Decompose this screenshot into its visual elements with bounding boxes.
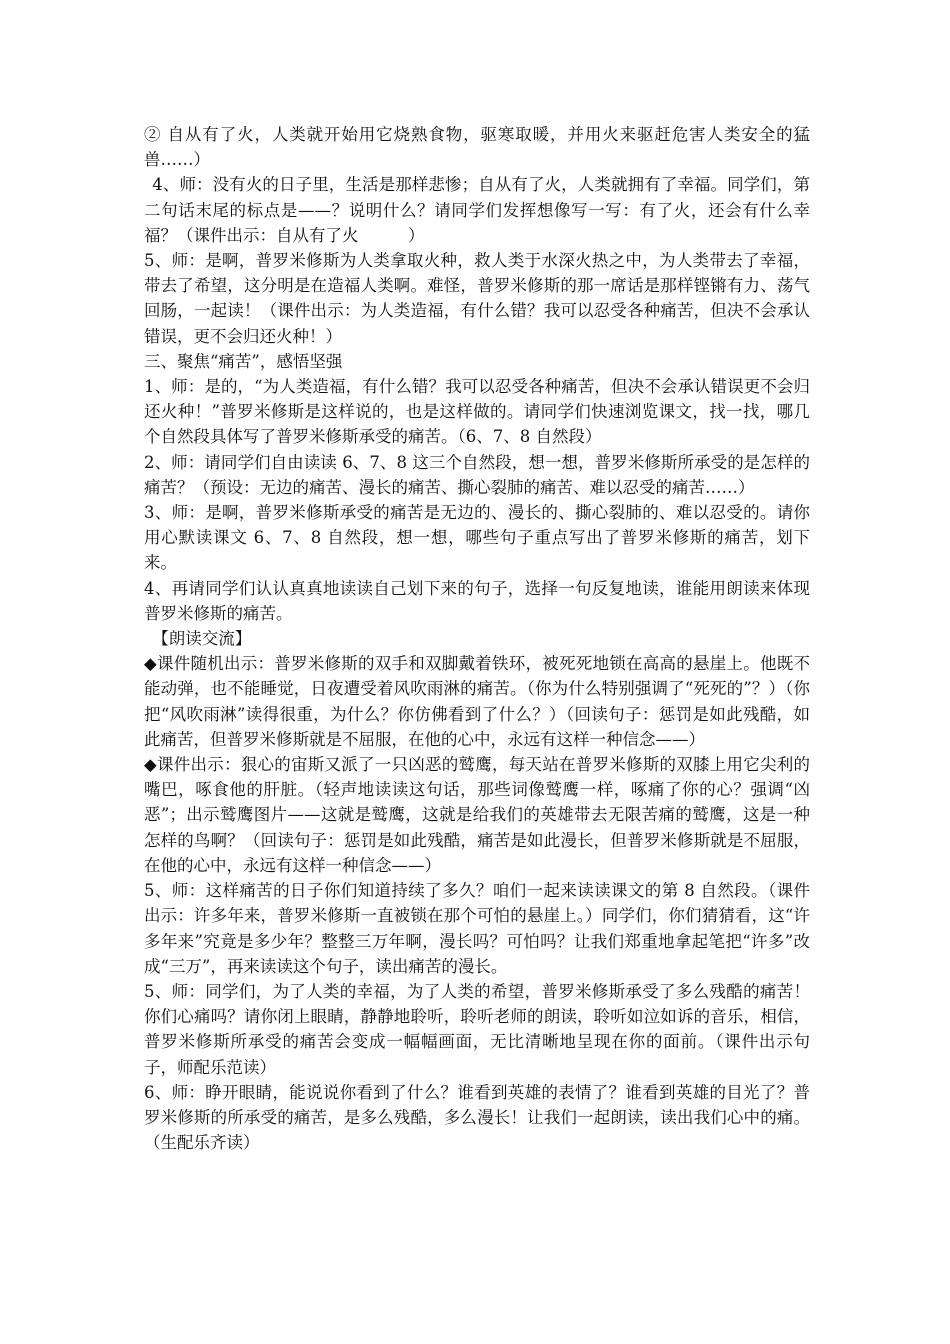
paragraph-6: 2、师：请同学们自由读读 6、7、8 这三个自然段，想一想，普罗米修斯所承受的是怎样的痛苦？（预设：无边的痛苦、漫长的痛苦、撕心裂肺的痛苦、难以忍受的痛苦……） <box>144 452 810 497</box>
paragraph-1: ② 自从有了火，人类就开始用它烧熟食物，驱寒取暖，并用火来驱赶危害人类安全的猛兽……） <box>144 125 810 170</box>
paragraph-8: 4、再请同学们认认真真地读读自己划下来的句子，选择一句反复地读，谁能用朗读来体现普罗米修斯的痛苦。 <box>144 578 810 623</box>
paragraph-14: 6、师：睁开眼睛，能说说你看到了什么？谁看到英雄的表情了？谁看到英雄的目光了？普罗米修斯的所承受的痛苦，是多么残酷，多么漫长！让我们一起朗读，读出我们心中的痛。（生配乐齐读） <box>144 1082 810 1153</box>
reading-exchange-heading: 【朗读交流】 <box>152 629 252 649</box>
paragraph-10: ◆课件随机出示：普罗米修斯的双手和双脚戴着铁环，被死死地锁在高高的悬崖上。他既不能动弹，也不能睡觉，日夜遭受着风吹雨淋的痛苦。（你为什么特别强调了“死死的”？）（你把“风吹雨淋”读得很重，为什么？你仿佛看到了什么？）（回读句子：惩罚是如此残酷，如此痛苦，但普罗米修斯就是不屈服，在他的心中，永远有这样一种信念——） <box>144 654 810 749</box>
paragraph-7: 3、师：是啊，普罗米修斯承受的痛苦是无边的、漫长的、撕心裂肺的、难以忍受的。请你用心默读课文 6、7、8 自然段，想一想，哪些句子重点写出了普罗米修斯的痛苦，划下来。 <box>144 503 810 573</box>
paragraph-11: ◆课件出示：狠心的宙斯又派了一只凶恶的鹫鹰，每天站在普罗米修斯的双膝上用它尖利的嘴巴，啄食他的肝脏。（轻声地读读这句话，那些词像鹫鹰一样，啄痛了你的心？强调“凶恶”；出示鹫鹰图片——这就是鹫鹰，这就是给我们的英雄带去无限苦痛的鹫鹰，这是一种怎样的鸟啊？（回读句子：惩罚是如此残酷，痛苦是如此漫长，但普罗米修斯就是不屈服，在他的心中，永远有这样一种信念——） <box>144 755 810 875</box>
section-heading-3: 三、聚焦“痛苦”，感悟坚强 <box>144 351 343 371</box>
paragraph-12: 5、师：这样痛苦的日子你们知道持续了多久？咱们一起来读读课文的第 8 自然段。（课件出示：许多年来，普罗米修斯一直被锁在那个可怕的悬崖上。）同学们，你们猜猜看，这“许多年来”究竟是多少年？整整三万年啊，漫长吗？可怕吗？让我们郑重地拿起笔把“许多”改成“三万”，再来读读这个句子，读出痛苦的漫长。 <box>144 881 810 976</box>
paragraph-5: 1、师：是的，“为人类造福，有什么错？我可以忍受各种痛苦，但决不会承认错误更不会归还火种！”普罗米修斯是这样说的，也是这样做的。请同学们快速浏览课文，找一找，哪几个自然段具体写了普罗米修斯承受的痛苦。（6、7、8 自然段） <box>144 377 810 447</box>
document-body <box>144 122 810 1155</box>
paragraph-3: 5、师：是啊，普罗米修斯为人类拿取火种，救人类于水深火热之中，为人类带去了幸福，带去了希望，这分明是在造福人类啊。难怪，普罗米修斯的那一席话是那样铿锵有力、荡气回肠，一起读！（课件出示：为人类造福，有什么错？我可以忍受各种痛苦，但决不会承认错误，更不会归还火种！） <box>144 251 810 346</box>
paragraph-13: 5、师：同学们，为了人类的幸福，为了人类的希望，普罗米修斯承受了多么残酷的痛苦！你们心痛吗？请你闭上眼睛，静静地聆听，聆听老师的朗读，聆听如泣如诉的音乐，相信，普罗米修斯所承受的痛苦会变成一幅幅画面，无比清晰地呈现在你的面前。（课件出示句子，师配乐范读） <box>144 981 810 1077</box>
paragraph-2: 4、师：没有火的日子里，生活是那样悲惨；自从有了火，人类就拥有了幸福。同学们，第二句话末尾的标点是——？说明什么？请同学们发挥想像写一写：有了火，还会有什么幸福？（课件出示：自从有了火 ） <box>144 175 810 245</box>
